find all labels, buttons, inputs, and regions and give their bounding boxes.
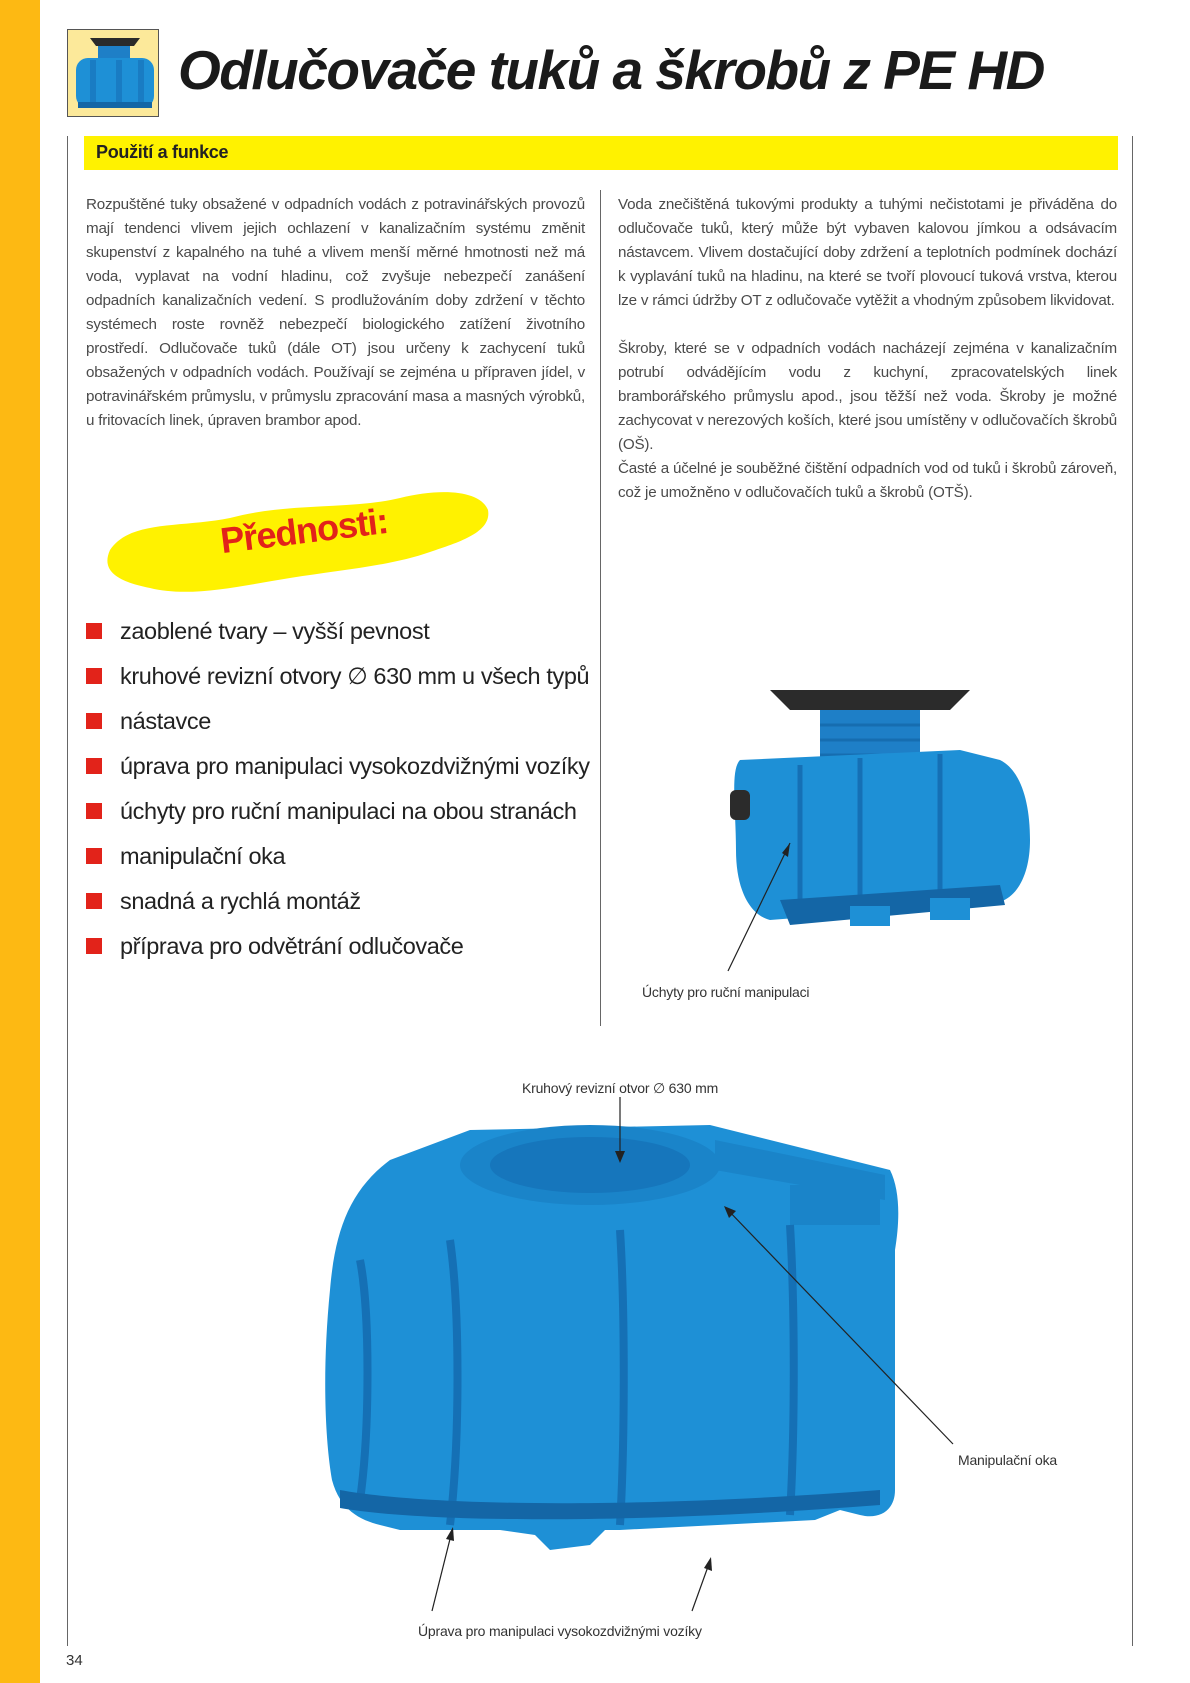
section-header-bar (84, 136, 1118, 170)
section-title: Použití a funkce (96, 142, 229, 162)
advantage-text: úchyty pro ruční manipulaci na obou stranách (120, 798, 577, 824)
advantage-text: úprava pro manipulaci vysokozdvižnými vozíky (120, 753, 590, 779)
red-square-bullet (86, 758, 102, 774)
advantage-text: příprava pro odvětrání odlučovače (120, 933, 464, 959)
advantages-heading: Přednosti: (218, 499, 390, 562)
advantage-item (86, 794, 606, 828)
advantage-item (86, 659, 606, 693)
advantage-text: zaoblené tvary – vyšší pevnost (120, 618, 430, 644)
advantage-text: snadná a rychlá montáž (120, 888, 361, 914)
advantage-item (86, 884, 606, 918)
intro-paragraphs-right-2 (618, 337, 1117, 505)
advantage-item (86, 704, 606, 738)
inspection-pointer-arrow (610, 1095, 630, 1165)
advantage-item (86, 929, 606, 963)
intro-paragraph-right-3: Časté a účelné je souběžné čištění odpadních vod od tuků i škrobů zároveň, což je umožněno v odlučovačích tuků a škrobů (OTŠ). (618, 460, 1117, 501)
page-title: Odlučovače tuků a škrobů z PE HD (178, 39, 1044, 101)
red-square-bullet (86, 623, 102, 639)
intro-paragraph-right-1: Voda znečištěná tukovými produkty a tuhými nečistotami je přiváděna do odlučovače tuků, který může být vybaven kalovou jímkou a odsávacím nástavcem. Vlivem dostačující doby zdržení a teplotních podmínek dochází k vyplavání tuků na hladinu, na které se tvoří plovoucí tuková vrstva, kterou lze v rámci údržby OT z odlučovače vytěžit a vhodným způsobem likvidovat. (618, 196, 1117, 309)
caption-manipulation-eyes: Manipulační oka (958, 1452, 1057, 1468)
product-thumbnail (67, 29, 159, 117)
side-color-bar (0, 0, 40, 1683)
red-square-bullet (86, 713, 102, 729)
advantage-text: kruhové revizní otvory ∅ 630 mm u všech typů (120, 663, 590, 689)
red-square-bullet (86, 848, 102, 864)
advantage-text: nástavce (120, 708, 211, 734)
caption-forklift: Úprava pro manipulaci vysokozdvižnými vozíky (418, 1623, 702, 1639)
handles-pointer-arrow (720, 835, 800, 975)
intro-paragraph-right-2: Škroby, které se v odpadních vodách nacházejí zejména v kanalizačním potrubí odvádějícím vodu z kuchyní, zpracovatelských linek bramborářského průmyslu apod., jsou těžší než voda. Škroby je možné zachycovat v nerezových koších, které jsou umístěny v odlučovačích škrobů (OŠ). (618, 340, 1117, 453)
eyes-pointer-arrow (718, 1200, 958, 1450)
page-number: 34 (66, 1652, 83, 1669)
red-square-bullet (86, 893, 102, 909)
red-square-bullet (86, 938, 102, 954)
frame-line-left (67, 136, 68, 1646)
forklift-pointer-arrow-right (688, 1555, 718, 1615)
intro-paragraph-left: Rozpuštěné tuky obsažené v odpadních vodách z potravinářských provozů mají tendenci vlivem jejich ochlazení v kanalizačním systému změnit skupenství z kapalného na tuhé a vlivem menší měrné hmotnosti než má voda, vyplavat na vodní hladinu, což zvyšuje nebezpečí zanášení odpadních kanalizačních vedení. S prodlužováním doby zdržení v těchto systémech roste rovněž nebezpečí biologického zatížení životního prostředí. Odlučovače tuků (dále OT) jsou určeny k zachycení tuků obsažených v odpadních vodách. Používají se zejména u přípraven jídel, v potravinářském průmyslu, v průmyslu zpracování masa a masných výrobků, u fritovacích linek, úpraven brambor apod. (86, 196, 585, 429)
tank-thumbnail-icon (68, 30, 159, 117)
caption-handles: Úchyty pro ruční manipulaci (642, 984, 810, 1000)
red-square-bullet (86, 803, 102, 819)
caption-inspection-opening: Kruhový revizní otvor ∅ 630 mm (522, 1080, 719, 1096)
red-square-bullet (86, 668, 102, 684)
advantages-list (86, 614, 606, 974)
advantage-item (86, 614, 606, 648)
forklift-pointer-arrow-left (428, 1525, 458, 1615)
advantage-text: manipulační oka (120, 843, 286, 869)
advantage-item (86, 839, 606, 873)
advantage-item (86, 749, 606, 783)
frame-line-right (1132, 136, 1133, 1646)
